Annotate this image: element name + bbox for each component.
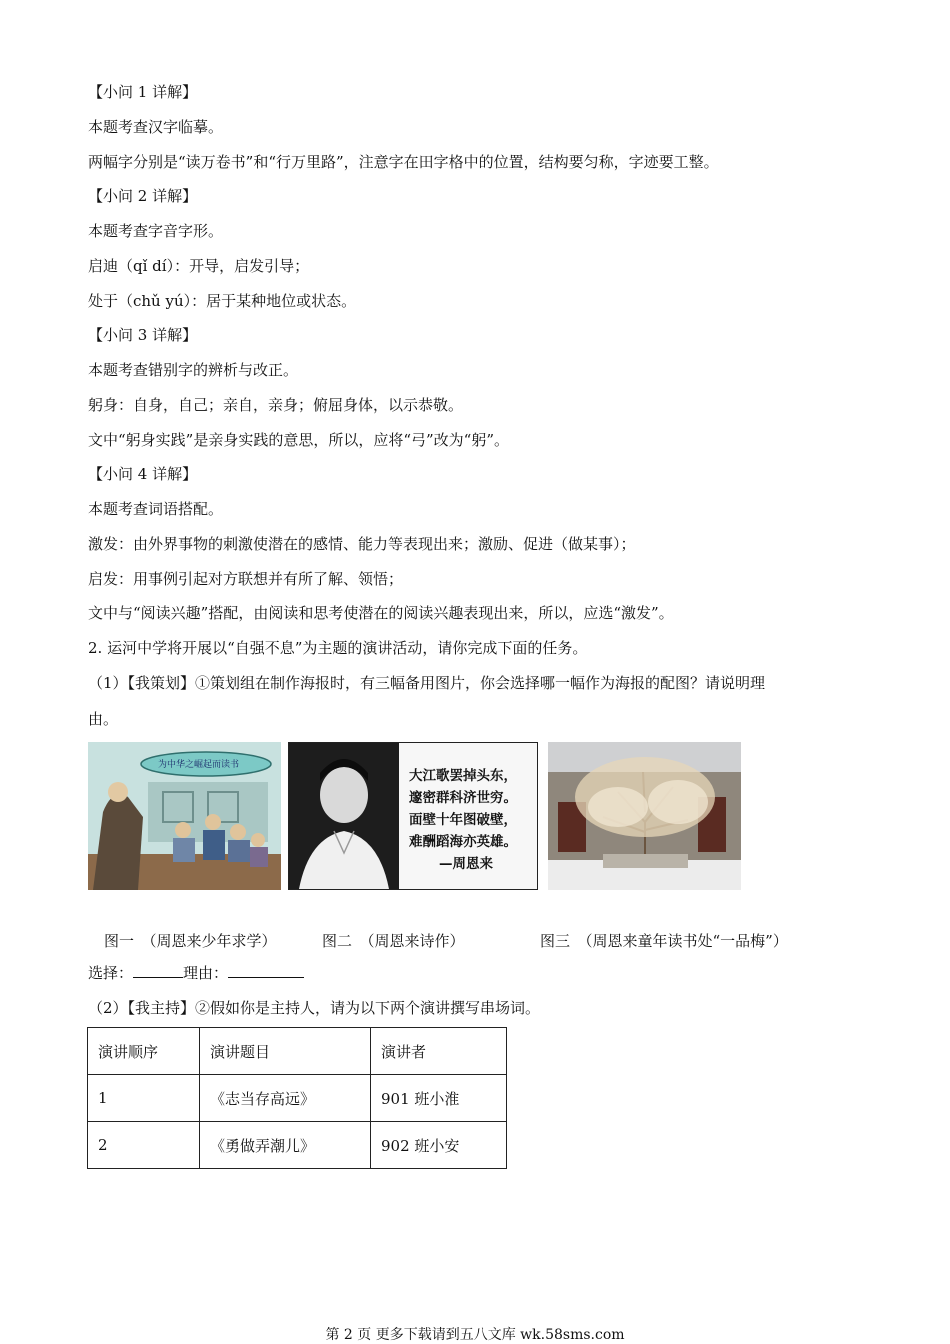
reason-label: 理由：	[183, 964, 229, 982]
poem-line: 难酬蹈海亦英雄。	[409, 834, 517, 850]
text-line: 启发：用事例引起对方联想并有所了解、领悟；	[88, 570, 404, 588]
table-header-cell: 演讲题目	[200, 1028, 371, 1075]
text-line: 本题考查字音字形。	[88, 222, 224, 240]
heading-q2: 【小问 2 详解】	[88, 187, 198, 205]
table-cell: 《勇做弄潮儿》	[200, 1122, 371, 1169]
text-line: 两幅字分别是“读万卷书”和“行万里路”，注意字在田字格中的位置，结构要匀称，字迹要工整。	[88, 153, 719, 171]
poem-line: 邃密群科济世穷。	[409, 790, 517, 806]
image-courtyard-tree	[548, 742, 741, 890]
choice-line	[88, 963, 304, 983]
table-cell: 901 班小淮	[371, 1075, 507, 1122]
select-label: 选择：	[88, 964, 134, 982]
text-line: 文中“躬身实践”是亲身实践的意思，所以，应将“弓”改为“躬”。	[88, 431, 510, 449]
text-line: 本题考查汉字临摹。	[88, 118, 224, 136]
question-2: 2. 运河中学将开展以“自强不息”为主题的演讲活动，请你完成下面的任务。	[88, 639, 588, 657]
table-header-cell: 演讲顺序	[88, 1028, 200, 1075]
text-line: 文中与“阅读兴趣”搭配，由阅读和思考使潜在的阅读兴趣表现出来，所以，应选“激发”。	[88, 604, 674, 622]
table-cell: 1	[88, 1075, 200, 1122]
caption-2: 图二 （周恩来诗作）	[322, 932, 465, 950]
heading-q1: 【小问 1 详解】	[88, 83, 198, 101]
image-banner-text: 为中华之崛起而读书	[158, 760, 240, 770]
select-blank[interactable]	[133, 963, 183, 978]
table-header-cell: 演讲者	[371, 1028, 507, 1075]
poem-line: 大江歌罢掉头东，	[409, 768, 517, 784]
text-line: 激发：由外界事物的刺激使潜在的感情、能力等表现出来；激励、促进（做某事）；	[88, 535, 636, 553]
heading-q3: 【小问 3 详解】	[88, 326, 198, 344]
text-line: 本题考查词语搭配。	[88, 500, 224, 518]
task-1-cont: 由。	[88, 710, 119, 728]
text-line: 本题考查错别字的辨析与改正。	[88, 361, 299, 379]
poem-author: —周恩来	[439, 856, 493, 872]
caption-3: 图三 （周恩来童年读书处“一品梅”）	[540, 932, 788, 950]
table-row	[88, 1122, 507, 1169]
image-study-illustration	[88, 742, 281, 890]
image-portrait-poem	[288, 742, 538, 890]
table-cell: 《志当存高远》	[200, 1075, 371, 1122]
reason-blank[interactable]	[228, 963, 304, 978]
text-line: 启迪（qǐ dí）：开导，启发引导；	[88, 257, 310, 275]
speech-table	[87, 1027, 507, 1169]
image-row	[88, 742, 748, 892]
poem-line: 面壁十年图破壁，	[409, 812, 517, 828]
task-2: （2）【我主持】②假如你是主持人，请为以下两个演讲撰写串场词。	[88, 999, 541, 1017]
caption-1: 图一 （周恩来少年求学）	[104, 932, 277, 950]
page-footer: 第 2 页 更多下载请到五八文库 wk.58sms.com	[325, 1327, 625, 1343]
heading-q4: 【小问 4 详解】	[88, 465, 198, 483]
task-1: （1）【我策划】①策划组在制作海报时，有三幅备用图片，你会选择哪一幅作为海报的配图？请说明理	[88, 674, 766, 692]
table-header-row	[88, 1028, 507, 1075]
table-row	[88, 1075, 507, 1122]
table-cell: 902 班小安	[371, 1122, 507, 1169]
table-cell: 2	[88, 1122, 200, 1169]
text-line: 处于（chǔ yú）：居于某种地位或状态。	[88, 292, 357, 310]
text-line: 躬身：自身，自己；亲自，亲身；俯屈身体，以示恭敬。	[88, 396, 464, 414]
